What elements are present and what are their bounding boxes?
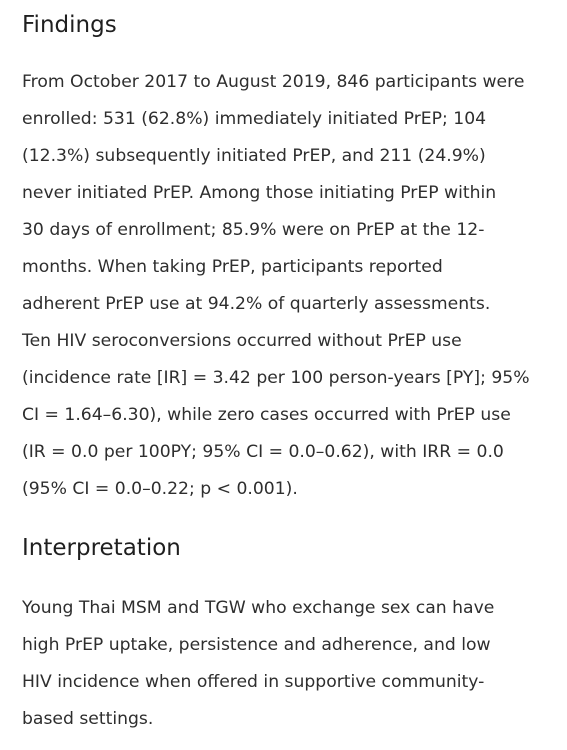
findings-line: Ten HIV seroconversions occurred without PrEP use — [22, 331, 462, 351]
findings-line: From October 2017 to August 2019, 846 participants were — [22, 72, 525, 92]
findings-line: months. When taking PrEP, participants reported — [22, 257, 443, 277]
interpretation-line: high PrEP uptake, persistence and adherence, and low — [22, 635, 491, 655]
findings-line: adherent PrEP use at 94.2% of quarterly assessments. — [22, 294, 491, 314]
interpretation-heading: Interpretation — [22, 535, 181, 561]
findings-line: CI = 1.64–6.30), while zero cases occurred with PrEP use — [22, 405, 511, 425]
findings-line: (IR = 0.0 per 100PY; 95% CI = 0.0–0.62), with IRR = 0.0 — [22, 442, 504, 462]
interpretation-line: Young Thai MSM and TGW who exchange sex can have — [22, 598, 495, 618]
interpretation-line: based settings. — [22, 709, 154, 729]
interpretation-paragraph — [22, 590, 557, 738]
findings-heading: Findings — [22, 12, 117, 38]
interpretation-line: HIV incidence when offered in supportive community- — [22, 672, 485, 692]
findings-line: (95% CI = 0.0–0.22; p < 0.001). — [22, 479, 298, 499]
findings-line: (incidence rate [IR] = 3.42 per 100 person-years [PY]; 95% — [22, 368, 530, 388]
findings-line: (12.3%) subsequently initiated PrEP, and 211 (24.9%) — [22, 146, 486, 166]
findings-paragraph — [22, 64, 557, 508]
findings-line: enrolled: 531 (62.8%) immediately initiated PrEP; 104 — [22, 109, 487, 129]
findings-line: never initiated PrEP. Among those initiating PrEP within — [22, 183, 497, 203]
findings-line: 30 days of enrollment; 85.9% were on PrEP at the 12- — [22, 220, 485, 240]
